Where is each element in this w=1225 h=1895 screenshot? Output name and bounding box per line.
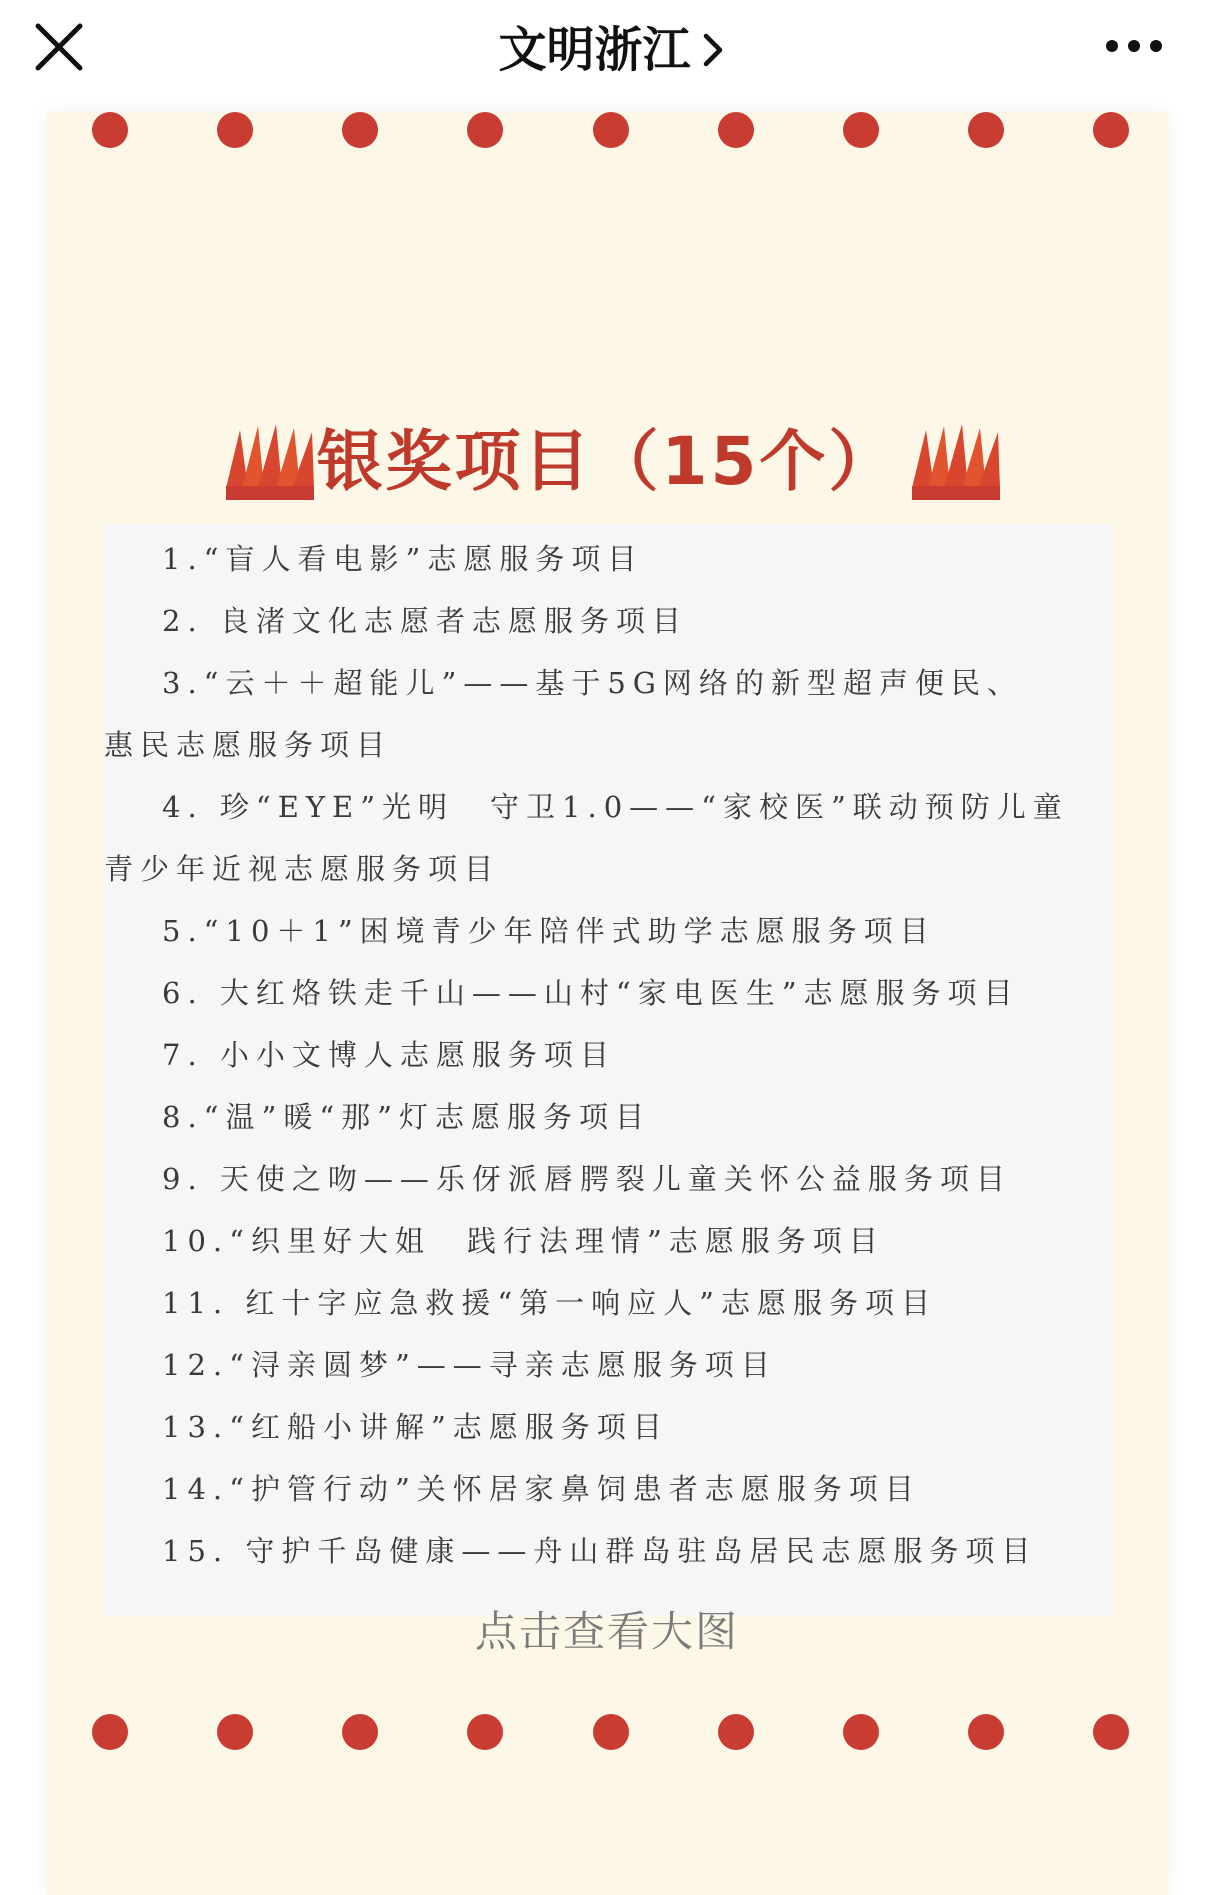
dot (92, 1714, 128, 1750)
list-item: 11. 红十字应急救援“第一响应人”志愿服务项目 (162, 1286, 937, 1320)
dot (843, 112, 879, 148)
list-item: 6. 大红烙铁走千山——山村“家电医生”志愿服务项目 (162, 976, 1020, 1010)
more-icon (1098, 26, 1170, 66)
list-item: 3.“云＋＋超能儿”——基于5G网络的新型超声便民、 (162, 666, 1023, 700)
dot (968, 112, 1004, 148)
list-item: 2. 良渚文化志愿者志愿服务项目 (162, 604, 688, 638)
account-title-button[interactable] (498, 22, 726, 78)
dot (718, 1714, 754, 1750)
article-image[interactable] (46, 112, 1168, 1895)
project-list (104, 524, 1110, 1616)
section-heading (46, 402, 1168, 522)
decorative-dots-bottom (46, 1714, 1168, 1754)
list-item: 8.“温”暖“那”灯志愿服务项目 (162, 1100, 651, 1134)
view-large-image-link[interactable]: 点击查看大图 (474, 1607, 739, 1656)
dot (593, 112, 629, 148)
more-button[interactable] (1098, 26, 1170, 66)
dot (92, 112, 128, 148)
list-item: 5.“10＋1”困境青少年陪伴式助学志愿服务项目 (162, 914, 936, 948)
list-item: 青少年近视志愿服务项目 (104, 852, 501, 886)
flag-icon (912, 420, 1002, 500)
chevron-right-icon (699, 30, 727, 70)
list-item: 14.“护管行动”关怀居家鼻饲患者志愿服务项目 (162, 1472, 921, 1506)
dot (342, 112, 378, 148)
list-item: 15. 守护千岛健康——舟山群岛驻岛居民志愿服务项目 (162, 1534, 1038, 1568)
dot (467, 112, 503, 148)
dot (843, 1714, 879, 1750)
account-title: 文明浙江 (498, 22, 691, 78)
dot (217, 112, 253, 148)
dot (467, 1714, 503, 1750)
top-bar (0, 0, 1225, 100)
dot (342, 1714, 378, 1750)
list-item: 13.“红船小讲解”志愿服务项目 (162, 1410, 669, 1444)
dot (593, 1714, 629, 1750)
dot (1093, 1714, 1129, 1750)
dot (968, 1714, 1004, 1750)
close-icon (30, 18, 88, 76)
decorative-dots-top (46, 112, 1168, 152)
list-item: 12.“浔亲圆梦”——寻亲志愿服务项目 (162, 1348, 777, 1382)
close-button[interactable] (30, 18, 88, 76)
list-item: 惠民志愿服务项目 (104, 728, 393, 762)
list-item: 1.“盲人看电影”志愿服务项目 (162, 542, 644, 576)
dot (1093, 112, 1129, 148)
dot (718, 112, 754, 148)
list-item: 4. 珍“EYE”光明 守卫1.0——“家校医”联动预防儿童 (162, 790, 1069, 824)
list-item: 10.“织里好大姐 践行法理情”志愿服务项目 (162, 1224, 885, 1258)
list-item: 9. 天使之吻——乐伢派唇腭裂儿童关怀公益服务项目 (162, 1162, 1012, 1196)
heading-text: 银奖项目（15个） (316, 423, 898, 500)
list-item: 7. 小小文博人志愿服务项目 (162, 1038, 616, 1072)
dot (217, 1714, 253, 1750)
